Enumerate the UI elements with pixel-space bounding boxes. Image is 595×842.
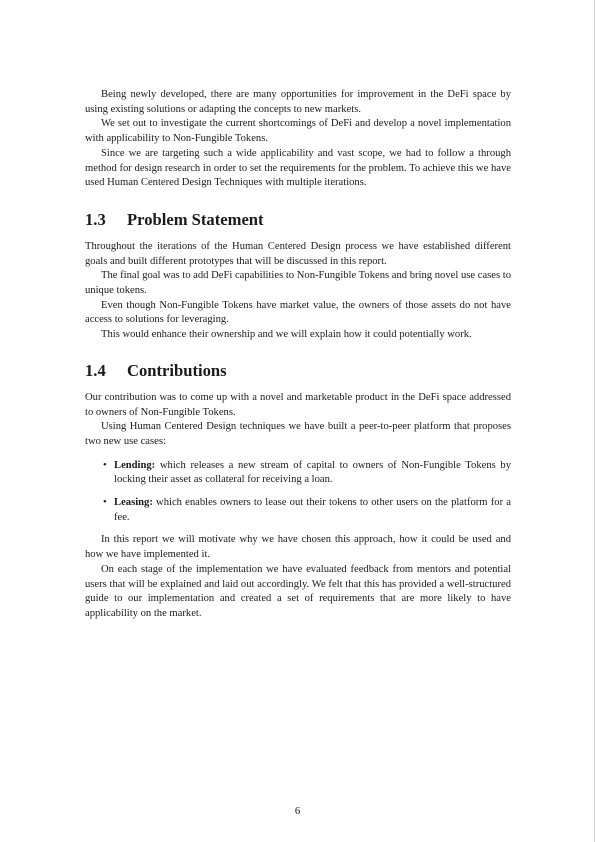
list-item-text: which enables owners to lease out their tokens to other users on the platform for a fee. — [114, 497, 511, 523]
body-paragraph: On each stage of the implementation we have evaluated feedback from mentors and potential users that will be explained and laid out accordingly. We felt that this has provided a well-structured guide to our implementation and created a set of requirements that are more likely to have applicability on the market. — [85, 563, 511, 619]
body-paragraph: This would enhance their ownership and we will explain how it could potentially work. — [101, 329, 472, 341]
intro-paragraph: Since we are targeting such a wide applicability and vast scope, we had to follow a through method for design research in order to set the requirements for the problem. To achieve this we have used Human Centered Design Techniques with multiple iterations. — [85, 147, 511, 189]
section-number: 1.3 — [85, 209, 106, 229]
list-item-term: Leasing: — [114, 497, 153, 509]
list-item-lending — [85, 459, 511, 488]
section-number: 1.4 — [85, 360, 106, 380]
page-number: 6 — [294, 806, 301, 817]
list-item-text: which releases a new stream of capital to owners of Non-Fungible Tokens by locking their asset as collateral for receiving a loan. — [114, 459, 512, 486]
list-item-term: Lending: — [114, 459, 156, 471]
body-paragraph: Even though Non-Fungible Tokens have market value, the owners of those assets do not have access to solutions for leveraging. — [85, 299, 511, 326]
use-case-list — [85, 459, 511, 526]
intro-paragraph: We set out to investigate the current shortcomings of DeFi and develop a novel implementation with applicability to Non-Fungible Tokens. — [85, 118, 511, 145]
page-content — [85, 88, 511, 622]
section-heading-problem-statement — [85, 210, 511, 230]
intro-paragraph: Being newly developed, there are many opportunities for improvement in the DeFi space by using existing solutions or adapting the concepts to new markets. — [85, 89, 511, 115]
body-paragraph: In this report we will motivate why we have chosen this approach, how it could be used and how we have implemented it. — [85, 534, 511, 561]
bullet-icon: • — [103, 497, 107, 509]
body-paragraph: Using Human Centered Design techniques we have built a peer-to-peer platform that proposes two new use cases: — [85, 421, 511, 447]
body-paragraph: The final goal was to add DeFi capabilities to Non-Fungible Tokens and bring novel use cases to unique tokens. — [85, 270, 511, 297]
list-item-leasing — [85, 496, 511, 525]
body-paragraph: Throughout the iterations of the Human Centered Design process we have established different goals and built different prototypes that will be discussed in this report. — [85, 240, 511, 267]
body-paragraph: Our contribution was to come up with a novel and marketable product in the DeFi space addressed to owners of Non-Fungible Tokens. — [85, 391, 511, 418]
section-title: Problem Statement — [127, 209, 264, 229]
section-title: Contributions — [127, 360, 227, 380]
bullet-icon: • — [103, 459, 107, 471]
section-heading-contributions — [85, 361, 511, 381]
